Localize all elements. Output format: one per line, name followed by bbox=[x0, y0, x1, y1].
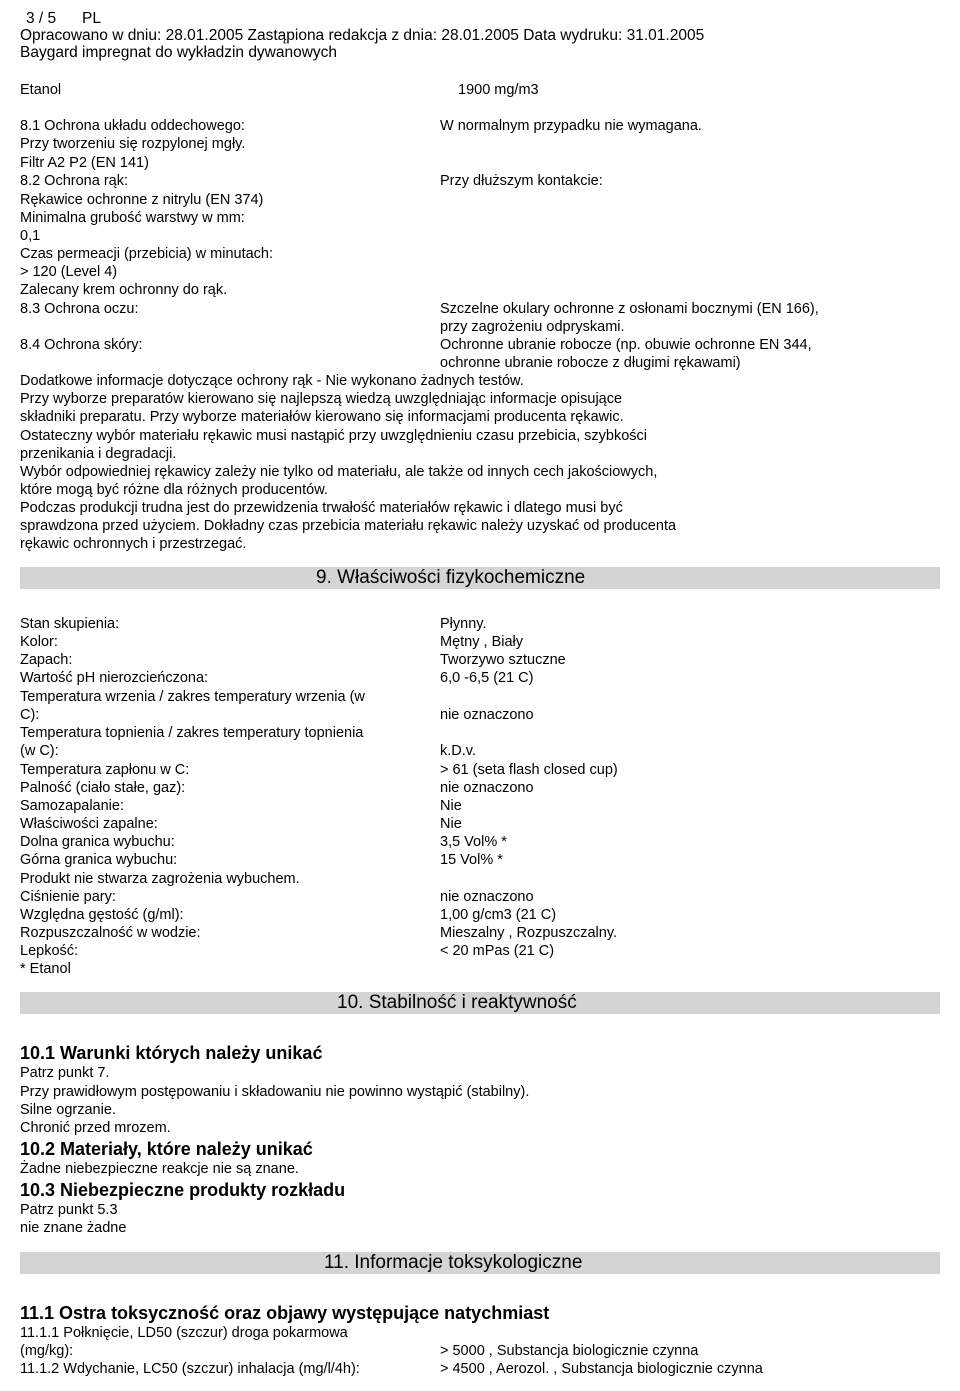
tox-row-label-cont: (mg/kg): bbox=[20, 1343, 74, 1359]
property-label: Względna gęstość (g/ml): bbox=[20, 907, 184, 923]
section-9-title: 9. Właściwości fizykochemiczne bbox=[316, 567, 586, 588]
property-value: Nie bbox=[440, 816, 462, 832]
s8-paragraph-line: Dodatkowe informacje dotyczące ochrony rąk - Nie wykonano żadnych testów. bbox=[20, 373, 524, 389]
property-label: Temperatura topnienia / zakres temperatury topnienia bbox=[20, 725, 364, 741]
property-value: 1,00 g/cm3 (21 C) bbox=[440, 907, 557, 923]
subsection-10-1-heading: 10.1 Warunki których należy unikać bbox=[20, 1043, 323, 1063]
s10-text: Patrz punkt 5.3 bbox=[20, 1202, 118, 1218]
property-value: > 61 (seta flash closed cup) bbox=[440, 762, 618, 778]
s10-text: Chronić przed mrozem. bbox=[20, 1120, 171, 1136]
s8-paragraph-line: Ostateczny wybór materiału rękawic musi nastąpić przy uwzględnieniu czasu przebicia, szybkości bbox=[20, 428, 647, 444]
property-value: Płynny. bbox=[440, 616, 487, 632]
tox-row-label: 11.1.2 Wdychanie, LC50 (szczur) inhalacja (mg/l/4h): bbox=[20, 1361, 360, 1377]
tox-row-value: > 4500 , Aerozol. , Substancja biologicznie czynna bbox=[440, 1361, 763, 1377]
s8-paragraph-line: sprawdzona przed użyciem. Dokładny czas przebicia materiału rękawic należy uzyskać od producenta bbox=[20, 518, 677, 534]
s8-eyes-value: Szczelne okulary ochronne z osłonami bocznymi (EN 166), bbox=[440, 301, 819, 317]
property-label: Wartość pH nierozcieńczona: bbox=[20, 670, 209, 686]
language-code: PL bbox=[82, 10, 101, 27]
property-value: Mieszalny , Rozpuszczalny. bbox=[440, 925, 618, 941]
s8-paragraph-line: Wybór odpowiedniej rękawicy zależy nie tylko od materiału, ale także od innych cech jakościowych, bbox=[20, 464, 658, 480]
property-label: Samozapalanie: bbox=[20, 798, 124, 814]
property-value: 15 Vol% * bbox=[440, 852, 503, 868]
property-value: k.D.v. bbox=[440, 743, 476, 759]
property-label: Lepkość: bbox=[20, 943, 79, 959]
property-value: 3,5 Vol% * bbox=[440, 834, 507, 850]
property-value: Tworzywo sztuczne bbox=[440, 652, 566, 668]
page-number: 3 / 5 bbox=[26, 10, 57, 27]
s10-text: Przy prawidłowym postępowaniu i składowaniu nie powinno wystąpić (stabilny). bbox=[20, 1084, 530, 1100]
property-label: Stan skupienia: bbox=[20, 616, 120, 632]
s8-paragraph-line: które mogą być różne dla różnych producentów. bbox=[20, 482, 328, 498]
property-label: Palność (ciało stałe, gaz): bbox=[20, 780, 186, 796]
property-label: (w C): bbox=[20, 743, 59, 759]
property-label: * Etanol bbox=[20, 961, 71, 977]
s8-skin-value-cont: ochronne ubranie robocze z długimi rękawami) bbox=[440, 355, 741, 371]
s8-hands-value: Przy dłuższym kontakcie: bbox=[440, 173, 603, 189]
property-label: Właściwości zapalne: bbox=[20, 816, 158, 832]
s8-skin-value: Ochronne ubranie robocze (np. obuwie ochronne EN 344, bbox=[440, 337, 812, 353]
property-label: Kolor: bbox=[20, 634, 58, 650]
s8-paragraph-line: rękawic ochronnych i przestrzegać. bbox=[20, 536, 247, 552]
tox-row-label: 11.1.1 Połknięcie, LD50 (szczur) droga pokarmowa bbox=[20, 1325, 348, 1341]
s10-text: Silne ogrzanie. bbox=[20, 1102, 116, 1118]
s8-line: 0,1 bbox=[20, 228, 41, 244]
s8-line: Czas permeacji (przebicia) w minutach: bbox=[20, 246, 274, 262]
product-name: Baygard impregnat do wykładzin dywanowych bbox=[20, 44, 338, 61]
s8-line: Minimalna grubość warstwy w mm: bbox=[20, 210, 245, 226]
property-label: Ciśnienie pary: bbox=[20, 889, 116, 905]
property-value: < 20 mPas (21 C) bbox=[440, 943, 555, 959]
property-label: Rozpuszczalność w wodzie: bbox=[20, 925, 201, 941]
s8-paragraph-line: Przy wyborze preparatów kierowano się najlepszą wiedzą uwzględniając informacje opisujące bbox=[20, 391, 623, 407]
s8-skin-label: 8.4 Ochrona skóry: bbox=[20, 337, 143, 353]
s8-paragraph-line: Podczas produkcji trudna jest do przewidzenia trwałość materiałów rękawic i dlatego musi być bbox=[20, 500, 623, 516]
tox-row-value: > 5000 , Substancja biologicznie czynna bbox=[440, 1343, 699, 1359]
property-value: Mętny , Biały bbox=[440, 634, 523, 650]
s8-line: Rękawice ochronne z nitrylu (EN 374) bbox=[20, 192, 264, 208]
property-label: Dolna granica wybuchu: bbox=[20, 834, 175, 850]
s8-paragraph-line: składniki preparatu. Przy wyborze materiałów kierowano się informacjami producenta rękawic. bbox=[20, 409, 624, 425]
document-dates: Opracowano w dniu: 28.01.2005 Zastąpiona redakcja z dnia: 28.01.2005 Data wydruku: 31.01.2005 bbox=[20, 27, 705, 44]
s8-line: Przy tworzeniu się rozpylonej mgły. bbox=[20, 136, 246, 152]
s8-line: Zalecany krem ochronny do rąk. bbox=[20, 282, 228, 298]
s10-text: Żadne niebezpieczne reakcje nie są znane. bbox=[20, 1161, 299, 1177]
s8-hands-label: 8.2 Ochrona rąk: bbox=[20, 173, 128, 189]
property-value: 6,0 -6,5 (21 C) bbox=[440, 670, 534, 686]
s8-respiratory-value: W normalnym przypadku nie wymagana. bbox=[440, 118, 702, 134]
property-label: Produkt nie stwarza zagrożenia wybuchem. bbox=[20, 871, 300, 887]
property-label: Zapach: bbox=[20, 652, 73, 668]
section-10-title: 10. Stabilność i reaktywność bbox=[337, 992, 577, 1013]
subsection-11-1-heading: 11.1 Ostra toksyczność oraz objawy występujące natychmiast bbox=[20, 1303, 550, 1323]
subsection-10-3-heading: 10.3 Niebezpieczne produkty rozkładu bbox=[20, 1180, 346, 1200]
s8-eyes-label: 8.3 Ochrona oczu: bbox=[20, 301, 139, 317]
s8-paragraph-line: przenikania i degradacji. bbox=[20, 446, 177, 462]
subsection-10-2-heading: 10.2 Materiały, które należy unikać bbox=[20, 1139, 313, 1159]
s10-text: Patrz punkt 7. bbox=[20, 1065, 110, 1081]
property-label: C): bbox=[20, 707, 40, 723]
exposure-substance: Etanol bbox=[20, 82, 62, 98]
property-value: nie oznaczono bbox=[440, 707, 534, 723]
s8-line: Filtr A2 P2 (EN 141) bbox=[20, 155, 149, 171]
s8-respiratory-label: 8.1 Ochrona układu oddechowego: bbox=[20, 118, 245, 134]
exposure-value: 1900 mg/m3 bbox=[458, 82, 539, 98]
section-11-title: 11. Informacje toksykologiczne bbox=[324, 1252, 583, 1273]
property-value: nie oznaczono bbox=[440, 889, 534, 905]
s8-line: > 120 (Level 4) bbox=[20, 264, 118, 280]
s8-eyes-value-cont: przy zagrożeniu odpryskami. bbox=[440, 319, 625, 335]
property-value: nie oznaczono bbox=[440, 780, 534, 796]
property-label: Temperatura zapłonu w C: bbox=[20, 762, 190, 778]
s10-text: nie znane żadne bbox=[20, 1220, 127, 1236]
property-label: Górna granica wybuchu: bbox=[20, 852, 178, 868]
property-value: Nie bbox=[440, 798, 462, 814]
property-label: Temperatura wrzenia / zakres temperatury wrzenia (w bbox=[20, 689, 365, 705]
